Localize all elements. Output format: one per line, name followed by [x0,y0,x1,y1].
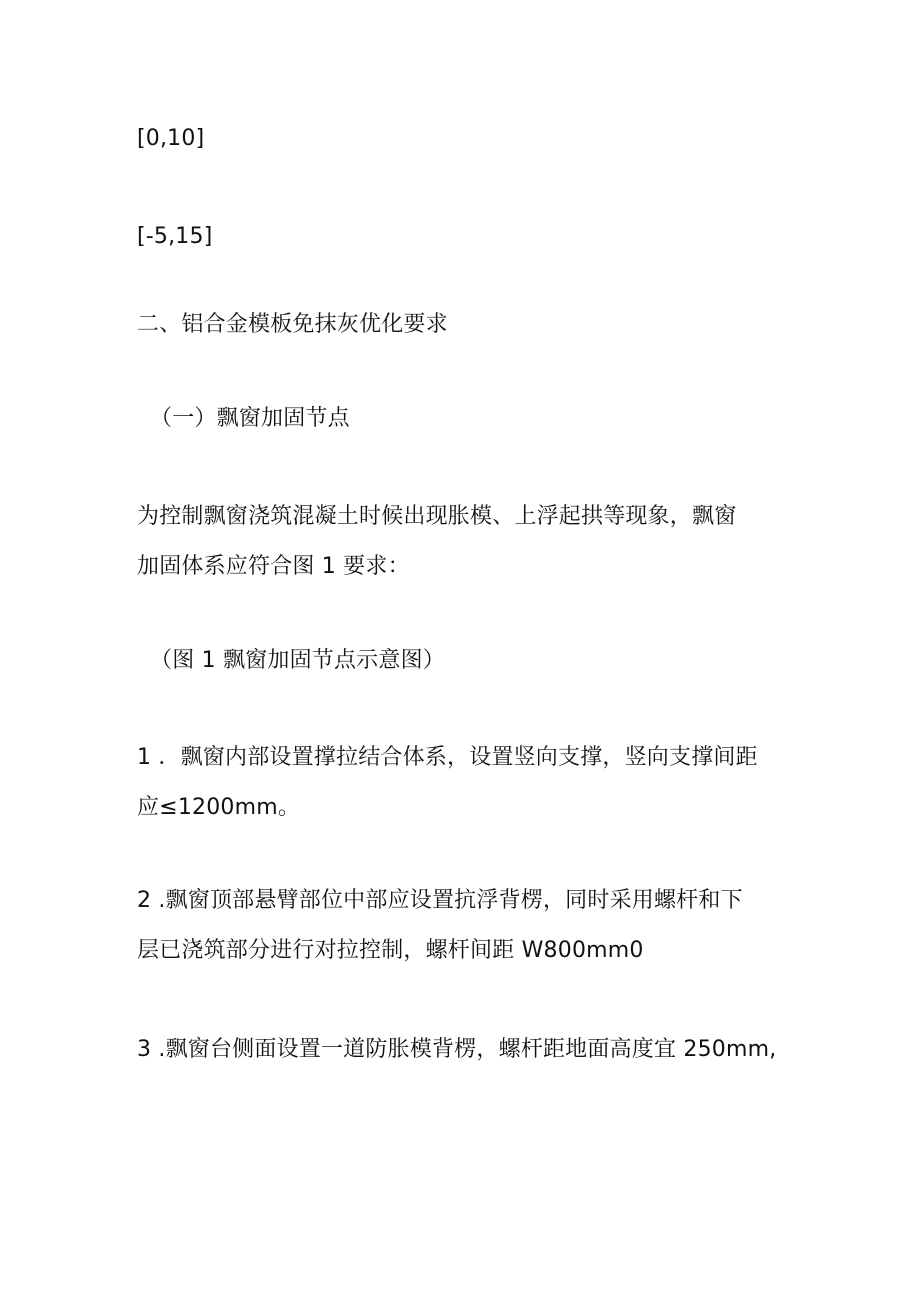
section-heading: 二、铝合金模板免抹灰优化要求 [137,312,448,337]
list-item-3-line: 3 .飘窗台侧面设置一道防胀模背楞，螺杆距地面高度宜 250mm, [137,1037,777,1062]
figure-caption: （图 1 飘窗加固节点示意图） [150,648,445,673]
paragraph-line: 为控制飘窗浇筑混凝土时候出现胀模、上浮起拱等现象，飘窗 [137,504,737,529]
list-item-1-line: 应≤1200mm。 [137,795,301,820]
list-item-2-line: 层已浇筑部分进行对拉控制，螺杆间距 W800mm0 [137,938,644,963]
list-item-1-line: 1 ．飘窗内部设置撑拉结合体系，设置竖向支撑，竖向支撑间距 [137,745,758,770]
paragraph-line: 加固体系应符合图 1 要求： [137,554,410,579]
range-value-1: [0,10] [137,126,205,151]
subsection-heading: （一）飘窗加固节点 [150,406,350,431]
list-item-2-line: 2 .飘窗顶部悬臂部位中部应设置抗浮背楞，同时采用螺杆和下 [137,888,743,913]
range-value-2: [-5,15] [137,224,213,249]
